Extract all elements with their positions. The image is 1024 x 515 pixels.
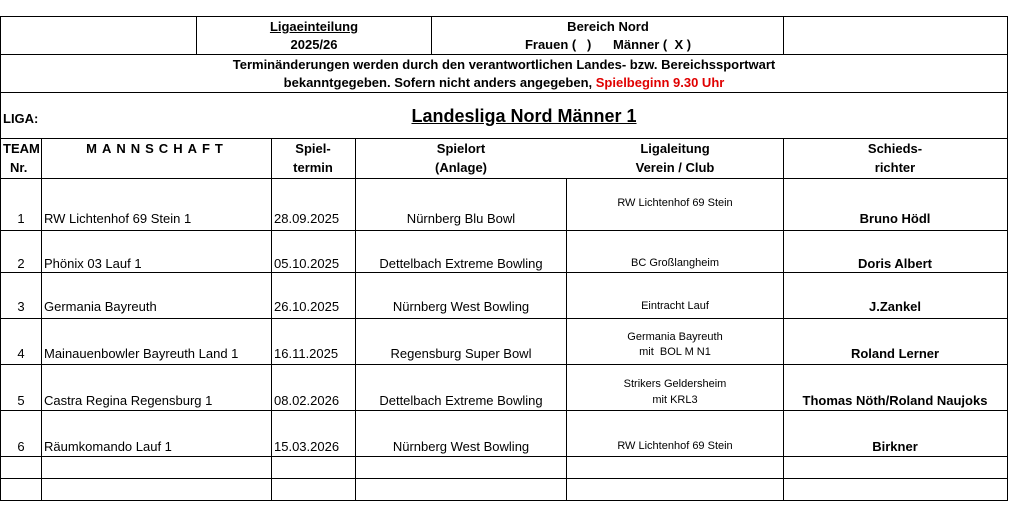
grid-line bbox=[0, 500, 1008, 501]
col-spielort-line2: (Anlage) bbox=[435, 160, 487, 175]
grid-line bbox=[0, 272, 1008, 273]
col-spielort-line1: Spielort bbox=[436, 141, 486, 156]
row-referee: Roland Lerner bbox=[850, 346, 940, 361]
row-date: 05.10.2025 bbox=[274, 256, 340, 271]
grid-line bbox=[0, 16, 1, 501]
grid-line bbox=[0, 54, 1008, 55]
row-team: Germania Bayreuth bbox=[44, 299, 157, 314]
notice-text: bekanntgegeben. Sofern nicht anders angegeben, bbox=[283, 75, 596, 90]
grid-line bbox=[0, 138, 1008, 139]
col-termin-line1: Spiel- bbox=[295, 141, 331, 156]
grid-line bbox=[0, 178, 1008, 179]
row-venue: Dettelbach Extreme Bowling bbox=[379, 256, 543, 271]
grid-line bbox=[0, 230, 1008, 231]
row-leitung: RW Lichtenhof 69 Stein bbox=[617, 197, 733, 209]
row-nr: 4 bbox=[17, 346, 25, 361]
grid-line bbox=[196, 16, 197, 54]
grid-line bbox=[0, 478, 1008, 479]
row-venue: Dettelbach Extreme Bowling bbox=[379, 393, 543, 408]
row-referee: Bruno Hödl bbox=[859, 211, 931, 226]
row-referee: Thomas Nöth/Roland Naujoks bbox=[802, 393, 988, 408]
row-date: 26.10.2025 bbox=[274, 299, 340, 314]
bereich-label: Bereich Nord bbox=[567, 19, 649, 34]
col-ligaleitung-line2: Verein / Club bbox=[635, 160, 715, 175]
row-referee: Birkner bbox=[872, 439, 918, 454]
row-venue: Nürnberg West Bowling bbox=[392, 299, 530, 314]
row-venue: Nürnberg Blu Bowl bbox=[406, 211, 516, 226]
row-team: RW Lichtenhof 69 Stein 1 bbox=[44, 211, 192, 226]
grid-line bbox=[1007, 16, 1008, 501]
col-ligaleitung-line1: Ligaleitung bbox=[640, 141, 710, 156]
grid-line bbox=[0, 16, 1008, 17]
row-leitung: Germania Bayreuth bbox=[627, 331, 723, 343]
row-venue: Regensburg Super Bowl bbox=[390, 346, 532, 361]
row-referee: Doris Albert bbox=[858, 256, 932, 271]
row-nr: 5 bbox=[17, 393, 25, 408]
grid-line bbox=[0, 318, 1008, 319]
row-date: 28.09.2025 bbox=[274, 211, 340, 226]
row-referee: J.Zankel bbox=[868, 299, 922, 314]
grid-line bbox=[783, 16, 784, 54]
row-nr: 6 bbox=[17, 439, 25, 454]
ligaeinteilung-label: Ligaeinteilung bbox=[269, 19, 359, 34]
grid-line bbox=[271, 138, 272, 501]
season-label: 2025/26 bbox=[290, 37, 338, 52]
gender-selection: Frauen ( ) Männer ( X ) bbox=[524, 37, 692, 52]
row-nr: 1 bbox=[17, 211, 25, 226]
row-leitung-extra: mit BOL M N1 bbox=[639, 346, 711, 358]
row-date: 16.11.2025 bbox=[274, 346, 339, 361]
row-leitung-extra: mit KRL3 bbox=[652, 394, 698, 406]
col-schieds-line1: Schieds- bbox=[867, 141, 923, 156]
grid-line bbox=[566, 178, 567, 501]
grid-line bbox=[41, 138, 42, 501]
row-team: Mainauenbowler Bayreuth Land 1 bbox=[44, 346, 239, 361]
row-team: Castra Regina Regensburg 1 bbox=[44, 393, 213, 408]
grid-line bbox=[0, 456, 1008, 457]
col-team-line1: TEAM bbox=[3, 141, 40, 156]
spielbeginn-highlight: Spielbeginn 9.30 Uhr bbox=[595, 75, 725, 90]
notice-line-2 bbox=[284, 75, 725, 90]
col-termin-line2: termin bbox=[293, 160, 333, 175]
row-date: 08.02.2026 bbox=[274, 393, 340, 408]
col-mannschaft: MANNSCHAFT bbox=[86, 141, 228, 156]
row-date: 15.03.2026 bbox=[274, 439, 340, 454]
row-team: Phönix 03 Lauf 1 bbox=[44, 256, 142, 271]
col-schieds-line2: richter bbox=[874, 160, 916, 175]
grid-line bbox=[0, 92, 1008, 93]
notice-line-1: Terminänderungen werden durch den verantwortlichen Landes- bzw. Bereichssportwart bbox=[232, 57, 776, 72]
row-leitung: Eintracht Lauf bbox=[641, 300, 709, 312]
grid-line bbox=[0, 410, 1008, 411]
row-leitung: Strikers Geldersheim bbox=[623, 378, 727, 390]
row-nr: 3 bbox=[17, 299, 25, 314]
row-leitung: BC Großlangheim bbox=[630, 257, 720, 269]
row-venue: Nürnberg West Bowling bbox=[392, 439, 530, 454]
row-leitung: RW Lichtenhof 69 Stein bbox=[617, 440, 733, 452]
grid-line bbox=[783, 138, 784, 501]
col-team-line2: Nr. bbox=[10, 160, 28, 175]
grid-line bbox=[0, 364, 1008, 365]
row-nr: 2 bbox=[17, 256, 25, 271]
liga-name: Landesliga Nord Männer 1 bbox=[411, 106, 637, 126]
liga-label: LIGA: bbox=[3, 111, 39, 126]
grid-line bbox=[355, 138, 356, 501]
row-team: Räumkomando Lauf 1 bbox=[44, 439, 172, 454]
grid-line bbox=[431, 16, 432, 54]
